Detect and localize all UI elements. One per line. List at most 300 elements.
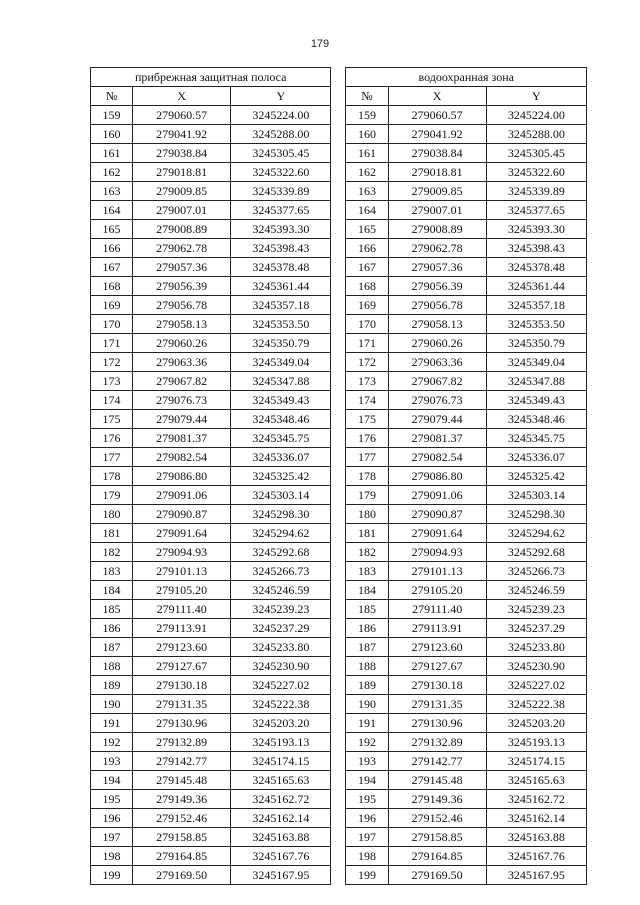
- left-cell-y: 3245292.68: [231, 543, 331, 562]
- table-gap: [331, 353, 346, 372]
- right-cell-num: 199: [346, 866, 388, 885]
- right-cell-num: 193: [346, 752, 388, 771]
- left-cell-y: 3245348.46: [231, 410, 331, 429]
- right-header-y: Y: [486, 87, 586, 106]
- left-cell-y: 3245303.14: [231, 486, 331, 505]
- table-row: [91, 182, 587, 201]
- right-cell-num: 197: [346, 828, 388, 847]
- left-cell-num: 161: [91, 144, 133, 163]
- right-cell-x: 279113.91: [388, 619, 486, 638]
- table-row: [91, 448, 587, 467]
- left-cell-y: 3245174.15: [231, 752, 331, 771]
- left-cell-x: 279123.60: [133, 638, 231, 657]
- left-cell-x: 279086.80: [133, 467, 231, 486]
- right-cell-num: 179: [346, 486, 388, 505]
- right-cell-num: 180: [346, 505, 388, 524]
- right-cell-num: 172: [346, 353, 388, 372]
- right-cell-num: 186: [346, 619, 388, 638]
- right-cell-num: 182: [346, 543, 388, 562]
- right-cell-num: 171: [346, 334, 388, 353]
- table-gap: [331, 315, 346, 334]
- table-row: [91, 809, 587, 828]
- left-cell-x: 279152.46: [133, 809, 231, 828]
- page-number: 179: [310, 38, 330, 50]
- right-cell-num: 163: [346, 182, 388, 201]
- left-cell-num: 160: [91, 125, 133, 144]
- left-cell-y: 3245224.00: [231, 106, 331, 125]
- table-gap: [331, 334, 346, 353]
- table-gap: [331, 144, 346, 163]
- left-cell-num: 187: [91, 638, 133, 657]
- left-cell-x: 279056.78: [133, 296, 231, 315]
- left-cell-x: 279164.85: [133, 847, 231, 866]
- table-row: [91, 828, 587, 847]
- right-cell-x: 279007.01: [388, 201, 486, 220]
- right-cell-y: 3245294.62: [486, 524, 586, 543]
- right-cell-num: 174: [346, 391, 388, 410]
- left-cell-num: 188: [91, 657, 133, 676]
- left-cell-num: 175: [91, 410, 133, 429]
- right-cell-x: 279123.60: [388, 638, 486, 657]
- table-title-row: [91, 68, 587, 87]
- left-cell-y: 3245193.13: [231, 733, 331, 752]
- right-cell-y: 3245398.43: [486, 239, 586, 258]
- table-row: [91, 334, 587, 353]
- coordinates-table: [90, 67, 587, 885]
- left-cell-y: 3245322.60: [231, 163, 331, 182]
- right-cell-y: 3245298.30: [486, 505, 586, 524]
- right-cell-x: 279152.46: [388, 809, 486, 828]
- right-cell-y: 3245230.90: [486, 657, 586, 676]
- left-cell-y: 3245162.72: [231, 790, 331, 809]
- right-cell-y: 3245233.80: [486, 638, 586, 657]
- right-cell-y: 3245163.88: [486, 828, 586, 847]
- right-cell-num: 173: [346, 372, 388, 391]
- right-cell-num: 169: [346, 296, 388, 315]
- right-cell-x: 279132.89: [388, 733, 486, 752]
- table-gap: [331, 486, 346, 505]
- left-cell-num: 196: [91, 809, 133, 828]
- right-cell-x: 279058.13: [388, 315, 486, 334]
- left-cell-y: 3245239.23: [231, 600, 331, 619]
- left-cell-y: 3245350.79: [231, 334, 331, 353]
- table-gap: [331, 733, 346, 752]
- left-cell-x: 279142.77: [133, 752, 231, 771]
- right-cell-num: 176: [346, 429, 388, 448]
- right-cell-y: 3245288.00: [486, 125, 586, 144]
- right-cell-num: 195: [346, 790, 388, 809]
- left-cell-x: 279060.57: [133, 106, 231, 125]
- table-row: [91, 163, 587, 182]
- right-cell-x: 279081.37: [388, 429, 486, 448]
- left-cell-y: 3245377.65: [231, 201, 331, 220]
- right-cell-x: 279041.92: [388, 125, 486, 144]
- left-cell-y: 3245336.07: [231, 448, 331, 467]
- right-cell-y: 3245222.38: [486, 695, 586, 714]
- right-cell-x: 279158.85: [388, 828, 486, 847]
- table-row: [91, 239, 587, 258]
- table-row: [91, 220, 587, 239]
- right-header-x: X: [388, 87, 486, 106]
- left-cell-y: 3245227.02: [231, 676, 331, 695]
- right-header-num: №: [346, 87, 388, 106]
- right-cell-y: 3245322.60: [486, 163, 586, 182]
- left-cell-num: 168: [91, 277, 133, 296]
- left-cell-y: 3245163.88: [231, 828, 331, 847]
- right-cell-y: 3245339.89: [486, 182, 586, 201]
- table-gap: [331, 429, 346, 448]
- table-gap: [331, 448, 346, 467]
- table-gap: [331, 201, 346, 220]
- left-cell-y: 3245325.42: [231, 467, 331, 486]
- table-gap: [331, 695, 346, 714]
- right-cell-num: 162: [346, 163, 388, 182]
- right-cell-y: 3245377.65: [486, 201, 586, 220]
- left-cell-x: 279113.91: [133, 619, 231, 638]
- left-table-title: прибрежная защитная полоса: [91, 68, 331, 87]
- right-cell-x: 279101.13: [388, 562, 486, 581]
- left-cell-y: 3245162.14: [231, 809, 331, 828]
- left-cell-num: 199: [91, 866, 133, 885]
- table-row: [91, 486, 587, 505]
- right-cell-y: 3245347.88: [486, 372, 586, 391]
- left-cell-num: 171: [91, 334, 133, 353]
- right-cell-x: 279142.77: [388, 752, 486, 771]
- left-cell-x: 279169.50: [133, 866, 231, 885]
- table-gap: [331, 752, 346, 771]
- left-cell-num: 170: [91, 315, 133, 334]
- table-row: [91, 125, 587, 144]
- left-cell-num: 165: [91, 220, 133, 239]
- left-cell-y: 3245266.73: [231, 562, 331, 581]
- table-row: [91, 657, 587, 676]
- right-cell-y: 3245237.29: [486, 619, 586, 638]
- right-cell-x: 279082.54: [388, 448, 486, 467]
- right-cell-x: 279091.64: [388, 524, 486, 543]
- table-gap: [331, 277, 346, 296]
- left-cell-x: 279090.87: [133, 505, 231, 524]
- right-cell-num: 181: [346, 524, 388, 543]
- left-cell-x: 279149.36: [133, 790, 231, 809]
- right-cell-y: 3245345.75: [486, 429, 586, 448]
- right-cell-x: 279131.35: [388, 695, 486, 714]
- left-cell-num: 190: [91, 695, 133, 714]
- table-gap: [331, 676, 346, 695]
- left-cell-y: 3245339.89: [231, 182, 331, 201]
- left-cell-x: 279127.67: [133, 657, 231, 676]
- table-row: [91, 847, 587, 866]
- table-row: [91, 619, 587, 638]
- right-cell-y: 3245305.45: [486, 144, 586, 163]
- table-row: [91, 372, 587, 391]
- right-cell-num: 161: [346, 144, 388, 163]
- left-cell-num: 162: [91, 163, 133, 182]
- right-cell-num: 166: [346, 239, 388, 258]
- right-cell-y: 3245165.63: [486, 771, 586, 790]
- left-cell-x: 279038.84: [133, 144, 231, 163]
- right-cell-x: 279127.67: [388, 657, 486, 676]
- left-cell-num: 163: [91, 182, 133, 201]
- right-cell-num: 198: [346, 847, 388, 866]
- right-cell-x: 279060.57: [388, 106, 486, 125]
- left-cell-num: 179: [91, 486, 133, 505]
- left-cell-x: 279082.54: [133, 448, 231, 467]
- left-cell-x: 279130.18: [133, 676, 231, 695]
- right-cell-num: 160: [346, 125, 388, 144]
- left-cell-x: 279111.40: [133, 600, 231, 619]
- left-cell-y: 3245305.45: [231, 144, 331, 163]
- right-cell-x: 279056.39: [388, 277, 486, 296]
- table-gap: [331, 391, 346, 410]
- right-cell-y: 3245162.14: [486, 809, 586, 828]
- table-gap: [331, 467, 346, 486]
- table-row: [91, 524, 587, 543]
- left-cell-y: 3245357.18: [231, 296, 331, 315]
- right-cell-x: 279169.50: [388, 866, 486, 885]
- right-cell-num: 175: [346, 410, 388, 429]
- left-cell-num: 176: [91, 429, 133, 448]
- left-cell-y: 3245349.43: [231, 391, 331, 410]
- right-cell-y: 3245266.73: [486, 562, 586, 581]
- right-cell-x: 279076.73: [388, 391, 486, 410]
- right-cell-num: 188: [346, 657, 388, 676]
- right-cell-num: 190: [346, 695, 388, 714]
- left-cell-num: 174: [91, 391, 133, 410]
- right-cell-x: 279130.96: [388, 714, 486, 733]
- table-row: [91, 543, 587, 562]
- right-cell-x: 279091.06: [388, 486, 486, 505]
- table-gap: [331, 847, 346, 866]
- table-row: [91, 106, 587, 125]
- table-gap: [331, 866, 346, 885]
- table-row: [91, 410, 587, 429]
- right-cell-y: 3245174.15: [486, 752, 586, 771]
- right-cell-num: 183: [346, 562, 388, 581]
- right-cell-y: 3245378.48: [486, 258, 586, 277]
- left-cell-y: 3245294.62: [231, 524, 331, 543]
- table-row: [91, 505, 587, 524]
- left-cell-x: 279041.92: [133, 125, 231, 144]
- left-header-y: Y: [231, 87, 331, 106]
- right-cell-x: 279079.44: [388, 410, 486, 429]
- left-cell-x: 279158.85: [133, 828, 231, 847]
- table-row: [91, 277, 587, 296]
- left-cell-num: 169: [91, 296, 133, 315]
- right-cell-y: 3245325.42: [486, 467, 586, 486]
- left-cell-x: 279132.89: [133, 733, 231, 752]
- right-table-title: водоохранная зона: [346, 68, 587, 87]
- right-cell-x: 279090.87: [388, 505, 486, 524]
- table-gap: [331, 125, 346, 144]
- left-cell-num: 159: [91, 106, 133, 125]
- table-gap: [331, 619, 346, 638]
- table-row: [91, 391, 587, 410]
- table-row: [91, 467, 587, 486]
- table-row: [91, 714, 587, 733]
- right-cell-num: 170: [346, 315, 388, 334]
- table-gap: [331, 372, 346, 391]
- left-cell-x: 279058.13: [133, 315, 231, 334]
- left-cell-x: 279081.37: [133, 429, 231, 448]
- table-gap: [331, 296, 346, 315]
- right-cell-x: 279149.36: [388, 790, 486, 809]
- left-cell-x: 279091.64: [133, 524, 231, 543]
- right-cell-x: 279060.26: [388, 334, 486, 353]
- left-cell-num: 173: [91, 372, 133, 391]
- right-cell-y: 3245349.43: [486, 391, 586, 410]
- left-cell-y: 3245288.00: [231, 125, 331, 144]
- right-cell-y: 3245246.59: [486, 581, 586, 600]
- table-row: [91, 562, 587, 581]
- left-cell-num: 195: [91, 790, 133, 809]
- left-cell-x: 279056.39: [133, 277, 231, 296]
- table-gap: [331, 581, 346, 600]
- left-cell-x: 279018.81: [133, 163, 231, 182]
- left-cell-num: 193: [91, 752, 133, 771]
- right-cell-x: 279057.36: [388, 258, 486, 277]
- table-gap: [331, 828, 346, 847]
- left-cell-y: 3245230.90: [231, 657, 331, 676]
- left-cell-y: 3245233.80: [231, 638, 331, 657]
- table-gap: [331, 543, 346, 562]
- left-cell-y: 3245298.30: [231, 505, 331, 524]
- right-cell-x: 279008.89: [388, 220, 486, 239]
- right-cell-y: 3245193.13: [486, 733, 586, 752]
- table-row: [91, 676, 587, 695]
- left-cell-x: 279105.20: [133, 581, 231, 600]
- left-cell-num: 181: [91, 524, 133, 543]
- left-cell-num: 186: [91, 619, 133, 638]
- table-gap: [331, 258, 346, 277]
- left-cell-x: 279079.44: [133, 410, 231, 429]
- left-cell-num: 184: [91, 581, 133, 600]
- right-cell-num: 168: [346, 277, 388, 296]
- right-cell-y: 3245350.79: [486, 334, 586, 353]
- right-cell-y: 3245292.68: [486, 543, 586, 562]
- table-gap: [331, 182, 346, 201]
- left-cell-num: 183: [91, 562, 133, 581]
- left-cell-num: 191: [91, 714, 133, 733]
- left-header-x: X: [133, 87, 231, 106]
- right-cell-y: 3245349.04: [486, 353, 586, 372]
- left-cell-num: 182: [91, 543, 133, 562]
- left-cell-y: 3245222.38: [231, 695, 331, 714]
- table-gap: [331, 771, 346, 790]
- right-cell-x: 279063.36: [388, 353, 486, 372]
- table-gap: [331, 790, 346, 809]
- right-cell-y: 3245227.02: [486, 676, 586, 695]
- right-cell-x: 279094.93: [388, 543, 486, 562]
- left-cell-x: 279057.36: [133, 258, 231, 277]
- table-gap: [331, 600, 346, 619]
- right-cell-y: 3245167.76: [486, 847, 586, 866]
- right-cell-x: 279105.20: [388, 581, 486, 600]
- right-cell-num: 185: [346, 600, 388, 619]
- left-cell-y: 3245378.48: [231, 258, 331, 277]
- right-cell-y: 3245393.30: [486, 220, 586, 239]
- left-cell-y: 3245167.95: [231, 866, 331, 885]
- right-cell-x: 279018.81: [388, 163, 486, 182]
- right-cell-x: 279009.85: [388, 182, 486, 201]
- table-row: [91, 638, 587, 657]
- left-cell-y: 3245345.75: [231, 429, 331, 448]
- table-gap: [331, 524, 346, 543]
- left-cell-x: 279067.82: [133, 372, 231, 391]
- left-cell-num: 185: [91, 600, 133, 619]
- right-cell-x: 279164.85: [388, 847, 486, 866]
- table-row: [91, 581, 587, 600]
- table-header-row: [91, 87, 587, 106]
- left-cell-num: 178: [91, 467, 133, 486]
- left-cell-y: 3245347.88: [231, 372, 331, 391]
- table-row: [91, 771, 587, 790]
- left-cell-x: 279007.01: [133, 201, 231, 220]
- table-gap: [331, 163, 346, 182]
- left-cell-y: 3245165.63: [231, 771, 331, 790]
- right-cell-num: 184: [346, 581, 388, 600]
- left-cell-x: 279101.13: [133, 562, 231, 581]
- left-cell-y: 3245349.04: [231, 353, 331, 372]
- left-cell-x: 279131.35: [133, 695, 231, 714]
- table-row: [91, 752, 587, 771]
- left-cell-x: 279063.36: [133, 353, 231, 372]
- right-cell-num: 194: [346, 771, 388, 790]
- left-cell-y: 3245398.43: [231, 239, 331, 258]
- right-cell-num: 192: [346, 733, 388, 752]
- left-cell-num: 198: [91, 847, 133, 866]
- left-cell-y: 3245353.50: [231, 315, 331, 334]
- right-cell-num: 165: [346, 220, 388, 239]
- table-gap: [331, 220, 346, 239]
- table-row: [91, 296, 587, 315]
- left-cell-num: 167: [91, 258, 133, 277]
- table-row: [91, 258, 587, 277]
- left-cell-num: 194: [91, 771, 133, 790]
- right-cell-y: 3245357.18: [486, 296, 586, 315]
- table-row: [91, 144, 587, 163]
- table-gap: [331, 562, 346, 581]
- right-cell-y: 3245167.95: [486, 866, 586, 885]
- table-gap: [331, 714, 346, 733]
- table-gap: [331, 638, 346, 657]
- left-cell-num: 180: [91, 505, 133, 524]
- right-cell-y: 3245353.50: [486, 315, 586, 334]
- right-cell-x: 279130.18: [388, 676, 486, 695]
- left-cell-num: 164: [91, 201, 133, 220]
- right-cell-y: 3245239.23: [486, 600, 586, 619]
- right-cell-y: 3245303.14: [486, 486, 586, 505]
- right-cell-x: 279067.82: [388, 372, 486, 391]
- left-header-num: №: [91, 87, 133, 106]
- right-cell-y: 3245336.07: [486, 448, 586, 467]
- right-cell-y: 3245203.20: [486, 714, 586, 733]
- left-cell-num: 192: [91, 733, 133, 752]
- right-cell-x: 279086.80: [388, 467, 486, 486]
- left-cell-num: 197: [91, 828, 133, 847]
- left-cell-num: 177: [91, 448, 133, 467]
- right-cell-y: 3245162.72: [486, 790, 586, 809]
- left-cell-x: 279060.26: [133, 334, 231, 353]
- left-cell-x: 279130.96: [133, 714, 231, 733]
- table-gap: [331, 239, 346, 258]
- left-cell-y: 3245203.20: [231, 714, 331, 733]
- table-row: [91, 353, 587, 372]
- right-cell-num: 164: [346, 201, 388, 220]
- table-row: [91, 201, 587, 220]
- left-cell-num: 172: [91, 353, 133, 372]
- right-cell-x: 279038.84: [388, 144, 486, 163]
- right-cell-num: 191: [346, 714, 388, 733]
